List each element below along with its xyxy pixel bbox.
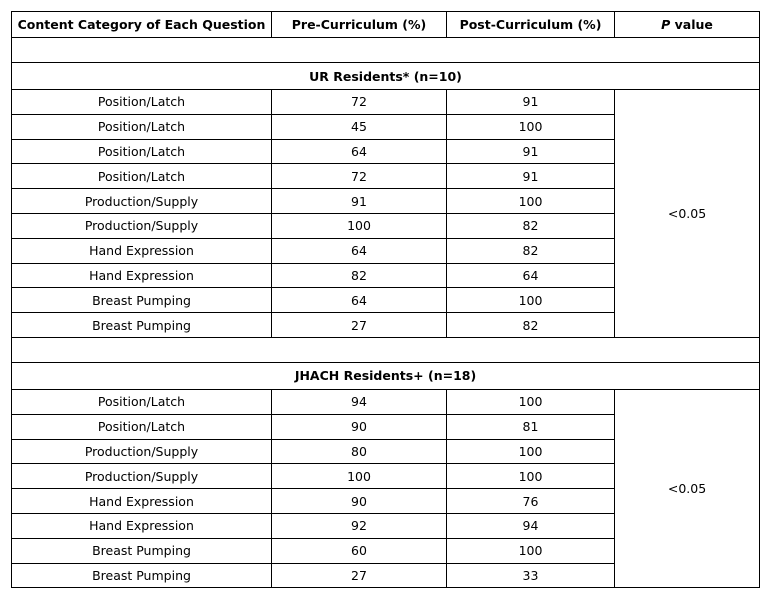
cell-pre: 100 — [272, 213, 447, 238]
cell-category: Position/Latch — [12, 139, 272, 164]
cell-post: 81 — [447, 414, 615, 439]
cell-category: Breast Pumping — [12, 538, 272, 563]
cell-pre: 64 — [272, 139, 447, 164]
cell-pre: 100 — [272, 464, 447, 489]
cell-post: 91 — [447, 90, 615, 115]
cell-post: 100 — [447, 288, 615, 313]
cell-pre: 60 — [272, 538, 447, 563]
table-row — [12, 90, 760, 115]
spacer-cell — [12, 38, 760, 63]
spacer-row — [12, 38, 760, 63]
header-p-rest: value — [670, 17, 713, 32]
cell-post: 82 — [447, 238, 615, 263]
cell-pre: 27 — [272, 313, 447, 338]
cell-pre: 72 — [272, 90, 447, 115]
group-title: UR Residents* (n=10) — [12, 63, 760, 90]
cell-post: 100 — [447, 538, 615, 563]
cell-post: 82 — [447, 313, 615, 338]
header-pre-curriculum: Pre-Curriculum (%) — [272, 12, 447, 38]
header-p-value — [615, 12, 760, 38]
spacer-row — [12, 337, 760, 362]
cell-category: Hand Expression — [12, 513, 272, 538]
cell-pre: 90 — [272, 414, 447, 439]
cell-pre: 64 — [272, 288, 447, 313]
cell-category: Position/Latch — [12, 164, 272, 189]
group-title: JHACH Residents+ (n=18) — [12, 362, 760, 389]
cell-post: 100 — [447, 189, 615, 214]
group-title-row — [12, 63, 760, 90]
cell-pre: 27 — [272, 563, 447, 588]
cell-pre: 72 — [272, 164, 447, 189]
cell-pre: 94 — [272, 389, 447, 414]
cell-category: Production/Supply — [12, 439, 272, 464]
cell-category: Breast Pumping — [12, 563, 272, 588]
p-value-cell: <0.05 — [615, 90, 760, 338]
cell-category: Position/Latch — [12, 90, 272, 115]
cell-post: 100 — [447, 114, 615, 139]
cell-pre: 64 — [272, 238, 447, 263]
cell-post: 33 — [447, 563, 615, 588]
cell-post: 91 — [447, 164, 615, 189]
cell-category: Position/Latch — [12, 389, 272, 414]
cell-pre: 80 — [272, 439, 447, 464]
cell-post: 100 — [447, 439, 615, 464]
cell-category: Hand Expression — [12, 489, 272, 514]
group-title-row — [12, 362, 760, 389]
cell-pre: 45 — [272, 114, 447, 139]
results-table — [11, 11, 760, 588]
cell-post: 94 — [447, 513, 615, 538]
cell-pre: 92 — [272, 513, 447, 538]
cell-category: Breast Pumping — [12, 288, 272, 313]
header-post-curriculum: Post-Curriculum (%) — [447, 12, 615, 38]
cell-category: Breast Pumping — [12, 313, 272, 338]
cell-pre: 91 — [272, 189, 447, 214]
p-value-cell: <0.05 — [615, 389, 760, 587]
cell-category: Production/Supply — [12, 189, 272, 214]
cell-post: 100 — [447, 464, 615, 489]
header-p-italic: P — [661, 17, 671, 32]
header-category: Content Category of Each Question — [12, 12, 272, 38]
cell-category: Production/Supply — [12, 213, 272, 238]
cell-post: 100 — [447, 389, 615, 414]
cell-category: Hand Expression — [12, 263, 272, 288]
cell-pre: 90 — [272, 489, 447, 514]
cell-category: Position/Latch — [12, 114, 272, 139]
cell-post: 64 — [447, 263, 615, 288]
cell-category: Production/Supply — [12, 464, 272, 489]
cell-category: Position/Latch — [12, 414, 272, 439]
cell-category: Hand Expression — [12, 238, 272, 263]
cell-pre: 82 — [272, 263, 447, 288]
header-row — [12, 12, 760, 38]
cell-post: 76 — [447, 489, 615, 514]
cell-post: 91 — [447, 139, 615, 164]
table-row — [12, 389, 760, 414]
cell-post: 82 — [447, 213, 615, 238]
spacer-cell — [12, 337, 760, 362]
